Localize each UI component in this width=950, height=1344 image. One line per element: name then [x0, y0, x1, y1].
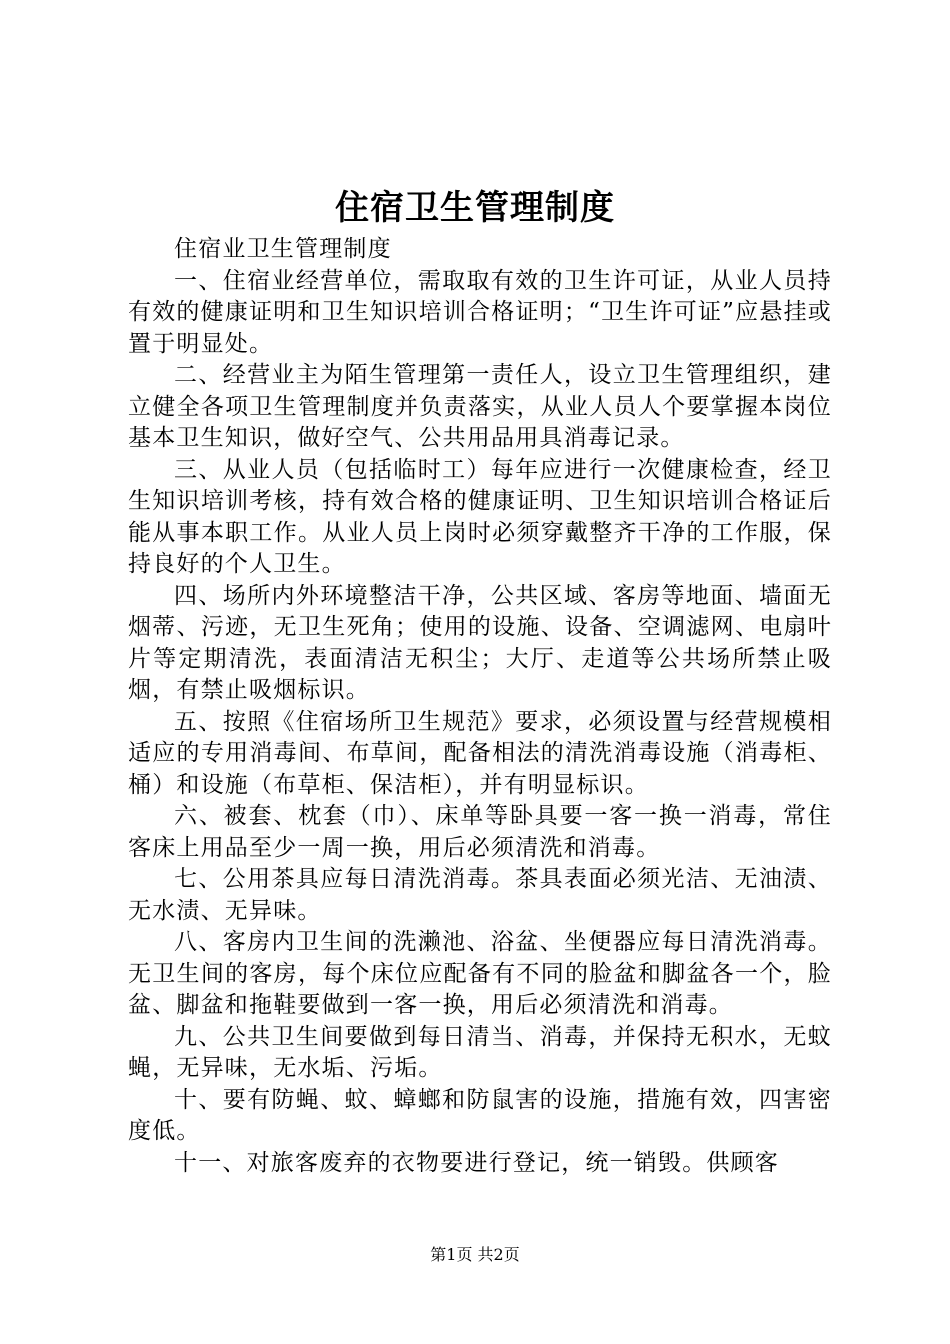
paragraph-heading: 住宿业卫生管理制度: [174, 236, 392, 262]
page-number-footer: 第1页 共2页: [430, 1245, 520, 1264]
document-title: 住宿卫生管理制度: [335, 188, 615, 228]
paragraph-9: 九、公共卫生间要做到每日清当、消毒，并保持无积水，无蚊蝇，无异味，无水垢、污垢。: [128, 1023, 832, 1081]
paragraph-1: 一、住宿业经营单位，需取取有效的卫生许可证，从业人员持有效的健康证明和卫生知识培训合格证明；“卫生许可证”应悬挂或置于明显处。: [128, 267, 832, 357]
document-body: [128, 234, 832, 1179]
paragraph-8: 八、客房内卫生间的洗濑池、浴盆、坐便器应每日清洗消毒。无卫生间的客房，每个床位应配备有不同的脸盆和脚盆各一个，脸盆、脚盆和拖鞋要做到一客一换，用后必须清洗和消毒。: [128, 929, 832, 1018]
paragraph-11: 十一、对旅客废弃的衣物要进行登记，统一销毁。供顾客: [174, 1149, 779, 1176]
paragraph-2: 二、经营业主为陌生管理第一责任人，设立卫生管理组织，建立健全各项卫生管理制度并负责落实，从业人员人个要掌握本岗位基本卫生知识，做好空气、公共用品用具消毒记录。: [128, 362, 832, 451]
paragraph-5: 五、按照《住宿场所卫生规范》要求，必须设置与经营规模相适应的专用消毒间、布草间，配备相法的清洗消毒设施（消毒柜、桶）和设施（布草柜、保洁柜），并有明显标识。: [128, 708, 832, 798]
paragraph-7: 七、公用茶具应每日清洗消毒。茶具表面必须光洁、无油渍、无水渍、无异味。: [128, 866, 832, 924]
paragraph-6: 六、被套、枕套（巾）、床单等卧具要一客一换一消毒，常住客床上用品至少一周一换，用后必须清洗和消毒。: [128, 803, 832, 861]
paragraph-10: 十、要有防蝇、蚊、蟑螂和防鼠害的设施，措施有效，四害密度低。: [128, 1086, 832, 1144]
paragraph-4: 四、场所内外环境整洁干净，公共区域、客房等地面、墙面无烟蒂、污迹，无卫生死角；使用的设施、设备、空调滤网、电扇叶片等定期清洗，表面清洁无积尘；大厅、走道等公共场所禁止吸烟，有禁止吸烟标识。: [128, 582, 832, 703]
paragraph-3: 三、从业人员（包括临时工）每年应进行一次健康检查，经卫生知识培训考核，持有效合格的健康证明、卫生知识培训合格证后能从事本职工作。从业人员上岗时必须穿戴整齐干净的工作服，保持良好的个人卫生。: [128, 456, 832, 577]
